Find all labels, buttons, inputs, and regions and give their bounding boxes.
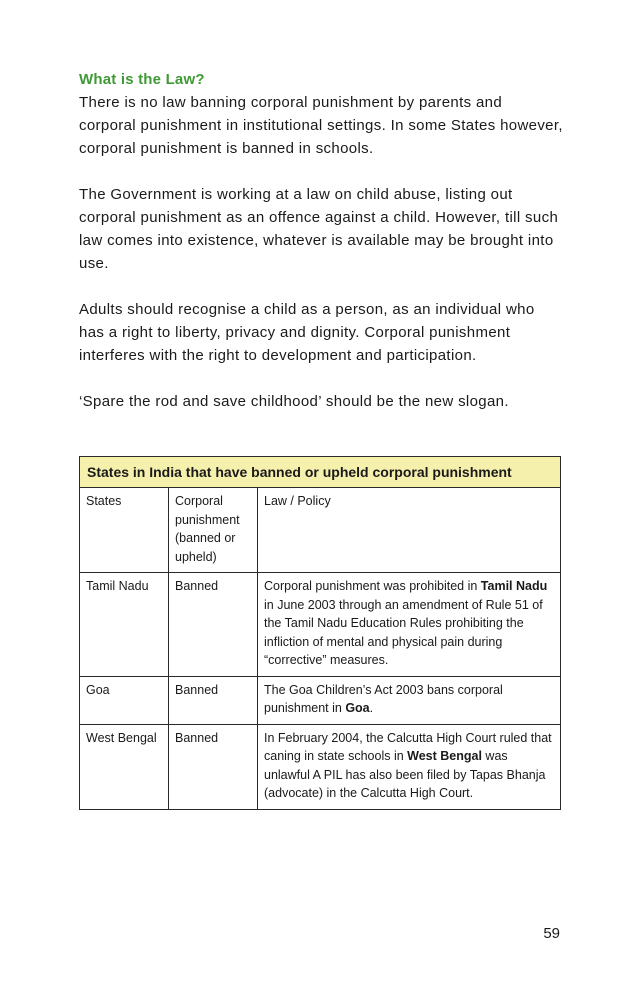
cell-policy [258, 676, 561, 724]
policy-text: was unlawful A PIL has also been filed by Tapas Bhanja (advocate) in the Calcutta High Court. [264, 749, 546, 800]
cell-state: Goa [80, 676, 169, 724]
policy-state-bold: Tamil Nadu [480, 579, 548, 593]
policy-state-bold: Goa [345, 701, 370, 715]
law-section [79, 70, 563, 436]
policy-text: The Goa Children’s Act 2003 bans corporal punishment in [264, 682, 503, 715]
policy-state-bold: West Bengal [407, 749, 482, 763]
states-table [79, 456, 561, 810]
table-header-row [80, 488, 561, 573]
table-row [80, 676, 561, 724]
paragraph-1: There is no law banning corporal punishment by parents and corporal punishment in institutional settings. In some States however, corporal punishment is banned in schools. [79, 94, 563, 157]
policy-text: In February 2004, the Calcutta High Court ruled that caning in state schools in [264, 730, 552, 763]
cell-state: West Bengal [80, 724, 169, 809]
table-row [80, 724, 561, 809]
paragraph-2: The Government is working at a law on child abuse, listing out corporal punishment as an offence against a child. However, till such law comes into existence, whatever is available may be brought into use. [79, 186, 559, 272]
header-corporal-punishment: Corporal punishment (banned or upheld) [169, 488, 258, 573]
cell-policy [258, 724, 561, 809]
page-number: 59 [543, 925, 560, 942]
cell-status: Banned [169, 676, 258, 724]
policy-text: Corporal punishment was prohibited in [264, 579, 481, 593]
header-states: States [80, 488, 169, 573]
cell-policy [258, 573, 561, 677]
cell-state: Tamil Nadu [80, 573, 169, 677]
table-row [80, 573, 561, 677]
cell-status: Banned [169, 573, 258, 677]
paragraph-3: Adults should recognise a child as a person, as an individual who has a right to liberty, privacy and dignity. Corporal punishment interferes with the right to development and participation. [79, 301, 535, 364]
policy-text: . [369, 701, 374, 715]
header-law-policy: Law / Policy [258, 488, 561, 573]
section-heading: What is the Law? [79, 71, 205, 88]
policy-text: in June 2003 through an amendment of Rule 51 of the Tamil Nadu Education Rules prohibiting the infliction of mental and physical pain during “corrective” measures. [264, 597, 543, 667]
cell-status: Banned [169, 724, 258, 809]
table-caption: States in India that have banned or upheld corporal punishment [80, 457, 561, 488]
paragraph-4: ‘Spare the rod and save childhood’ should be the new slogan. [79, 393, 509, 410]
table-caption-row [80, 457, 561, 488]
